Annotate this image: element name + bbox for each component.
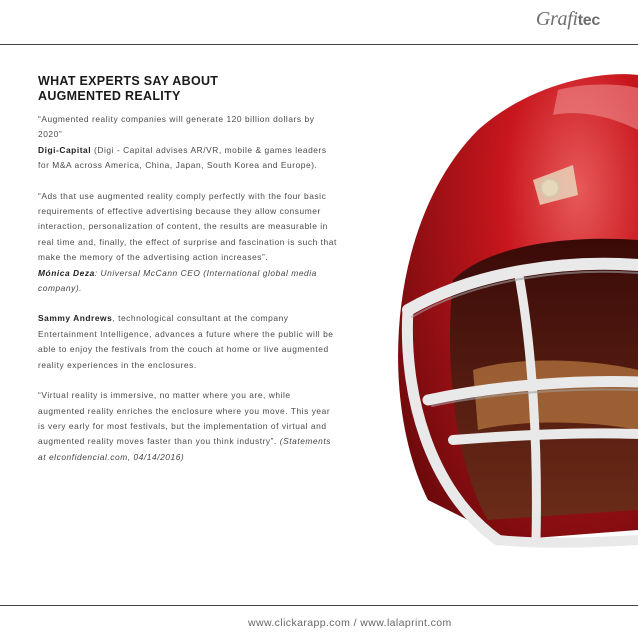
quote-text: “Ads that use augmented reality comply perfectly with the four basic requirements of effective advertising because they allow consumer interaction, personalization of content, the results are measurable in real time and, finally, the effect of surprise and fascination is such that make the memory of the advertising action increases”. (38, 190, 337, 263)
person-text: , technological consultant at the company Entertainment Intelligence, advances a future where the public will be able to enjoy the festivals from the couch at home or live augmented reality experiences in the enclosures. (38, 313, 334, 370)
logo-bold: tec (577, 12, 600, 29)
quote-virtual-reality (38, 388, 338, 465)
page-title (38, 74, 338, 104)
top-divider (0, 44, 638, 45)
quote-digi-capital (38, 112, 338, 174)
source-name: Digi-Capital (38, 144, 92, 155)
author-name: Mónica Deza (38, 267, 95, 278)
bottom-divider (0, 605, 638, 606)
quote-text: “Augmented reality companies will generate 120 billion dollars by 2020” (38, 114, 315, 140)
source-desc: (Digi - Capital advises AR/VR, mobile & games leaders for M&A across America, China, Japan, South Korea and Europe). (38, 144, 327, 171)
helmet-image (368, 70, 638, 570)
footer-links[interactable]: www.clickarapp.com / www.lalaprint.com (248, 617, 452, 629)
quote-text: “Virtual reality is immersive, no matter where you are, while augmented reality enriches the enclosure where you move. This year is very early for most festivals, but the implementation of virtual and augmented reality moves faster than you think industry”. (38, 390, 331, 447)
citation: (Statements at elconfidencial.com, 04/14/2016) (38, 436, 331, 462)
logo-script: Grafi (535, 8, 578, 30)
grafitec-logo (536, 8, 600, 31)
quote-monica-deza (38, 189, 338, 297)
author-desc: : Universal McCann CEO (International global media company). (38, 267, 317, 294)
title-line-2: AUGMENTED REALITY (38, 89, 181, 103)
article-body (38, 74, 338, 480)
person-name: Sammy Andrews (38, 313, 113, 324)
paragraph-sammy-andrews (38, 311, 338, 373)
title-line-1: WHAT EXPERTS SAY ABOUT (38, 74, 219, 88)
